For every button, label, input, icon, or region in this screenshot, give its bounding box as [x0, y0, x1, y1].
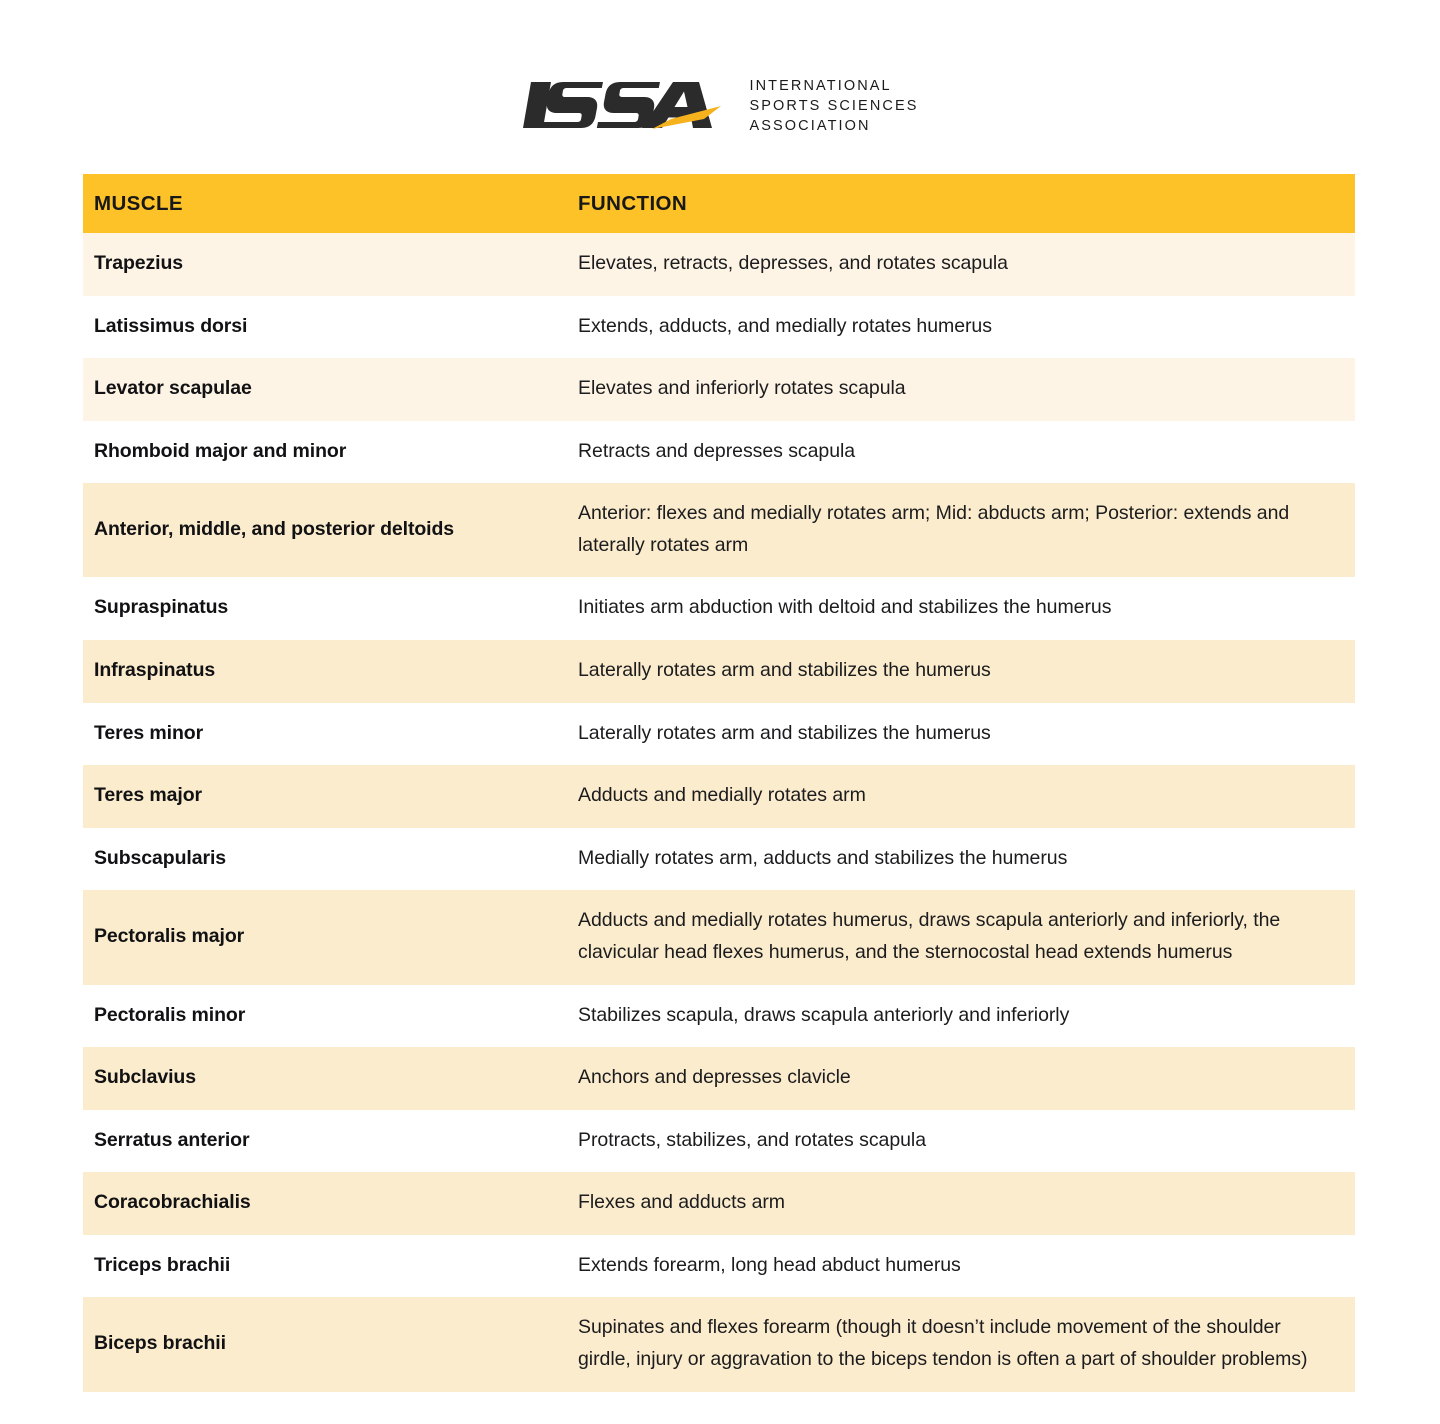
- cell-muscle: Subscapularis: [94, 846, 227, 869]
- cell-function: Anchors and depresses clavicle: [578, 1066, 851, 1089]
- cell-function: Extends, adducts, and medially rotates humerus: [578, 314, 992, 337]
- cell-muscle: Teres major: [94, 784, 203, 807]
- table-row: [83, 233, 1355, 296]
- cell-function: Extends forearm, long head abduct humerus: [578, 1253, 961, 1276]
- table-row: [83, 890, 1355, 984]
- cell-muscle: Biceps brachii: [94, 1332, 226, 1355]
- cell-function: Laterally rotates arm and stabilizes the humerus: [578, 721, 991, 744]
- cell-muscle: Coracobrachialis: [94, 1191, 251, 1214]
- table-row: [83, 985, 1355, 1048]
- logo-line-1: INTERNATIONAL: [749, 78, 892, 94]
- cell-muscle: Levator scapulae: [94, 377, 252, 400]
- issa-wordmark-icon: [521, 76, 731, 134]
- table-row: [83, 421, 1355, 484]
- cell-muscle: Triceps brachii: [94, 1253, 231, 1276]
- table-row: [83, 358, 1355, 421]
- cell-function: Flexes and adducts arm: [578, 1191, 786, 1214]
- cell-function: Adducts and medially rotates arm: [578, 784, 866, 807]
- table-row: [83, 577, 1355, 640]
- table-body: [83, 233, 1355, 1392]
- column-header-muscle: MUSCLE: [83, 174, 568, 233]
- logo-line-3: ASSOCIATION: [749, 118, 871, 135]
- cell-muscle: Pectoralis major: [94, 925, 245, 948]
- cell-function: Protracts, stabilizes, and rotates scapula: [578, 1128, 926, 1151]
- muscle-function-table: [83, 174, 1355, 1392]
- cell-function: Anterior: flexes and medially rotates arm; Mid: abducts arm; Posterior: extends and laterally rotates arm: [578, 502, 1290, 556]
- logo-line-2: SPORTS SCIENCES: [749, 98, 919, 115]
- table-header-row: [83, 174, 1355, 233]
- issa-logo: [0, 76, 1440, 135]
- table-row: [83, 828, 1355, 891]
- cell-function: Initiates arm abduction with deltoid and stabilizes the humerus: [578, 596, 1112, 619]
- table-row: [83, 1172, 1355, 1235]
- table-row: [83, 483, 1355, 577]
- cell-muscle: Trapezius: [94, 252, 184, 274]
- logo-tagline: [749, 76, 918, 135]
- cell-function: Stabilizes scapula, draws scapula anteriorly and inferiorly: [578, 1003, 1070, 1026]
- table-row: [83, 1297, 1355, 1391]
- cell-muscle: Serratus anterior: [94, 1128, 250, 1151]
- cell-function: Elevates, retracts, depresses, and rotates scapula: [578, 252, 1008, 274]
- cell-muscle: Pectoralis minor: [94, 1003, 246, 1026]
- table-row: [83, 296, 1355, 359]
- cell-muscle: Supraspinatus: [94, 596, 229, 619]
- cell-muscle: Rhomboid major and minor: [94, 439, 347, 462]
- table-row: [83, 640, 1355, 703]
- cell-function: Adducts and medially rotates humerus, draws scapula anteriorly and inferiorly, the clavicular head flexes humerus, and the sternocostal head extends humerus: [578, 909, 1281, 963]
- cell-muscle: Infraspinatus: [94, 659, 216, 682]
- cell-function: Laterally rotates arm and stabilizes the humerus: [578, 659, 991, 682]
- cell-function: Supinates and flexes forearm (though it doesn’t include movement of the shoulder girdle, injury or aggravation to the biceps tendon is often a part of shoulder problems): [578, 1316, 1308, 1370]
- cell-function: Medially rotates arm, adducts and stabilizes the humerus: [578, 846, 1068, 869]
- cell-muscle: Latissimus dorsi: [94, 314, 248, 337]
- table-row: [83, 765, 1355, 828]
- cell-function: Elevates and inferiorly rotates scapula: [578, 377, 906, 400]
- column-header-function: FUNCTION: [568, 174, 1355, 233]
- cell-muscle: Anterior, middle, and posterior deltoids: [94, 518, 455, 541]
- muscle-function-table-wrapper: [83, 174, 1355, 1392]
- table-row: [83, 1110, 1355, 1173]
- cell-muscle: Subclavius: [94, 1066, 196, 1089]
- table-row: [83, 703, 1355, 766]
- table-row: [83, 1047, 1355, 1110]
- logo-inner: [521, 76, 918, 135]
- cell-muscle: Teres minor: [94, 721, 204, 744]
- table-header: [83, 174, 1355, 233]
- table-row: [83, 1235, 1355, 1298]
- cell-function: Retracts and depresses scapula: [578, 439, 856, 462]
